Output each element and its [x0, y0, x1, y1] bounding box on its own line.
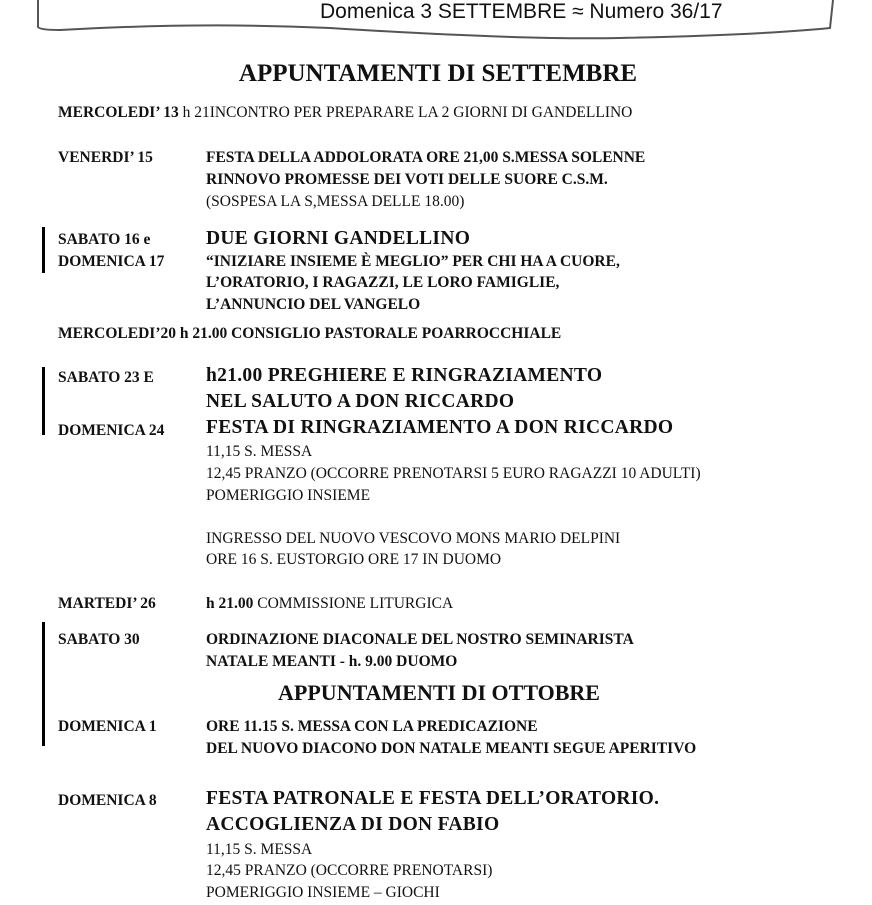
event-title: FESTA PATRONALE E FESTA DELL’ORATORIO.	[206, 788, 660, 809]
event-line: DEL NUOVO DIACONO DON NATALE MEANTI SEGUE APERITIVO	[206, 740, 697, 757]
event-line: (SOSPESA LA S,MESSA DELLE 18.00)	[206, 193, 465, 210]
event-line: POMERIGGIO INSIEME – GIOCHI	[206, 884, 440, 901]
event-line: h 21.00 COMMISSIONE LITURGICA	[206, 595, 454, 612]
event-date: SABATO 30	[58, 631, 140, 648]
event-title: NEL SALUTO A DON RICCARDO	[206, 391, 515, 412]
event-line: ORDINAZIONE DIACONALE DEL NOSTRO SEMINARISTA	[206, 631, 634, 648]
event-line: ORE 11.15 S. MESSA CON LA PREDICAZIONE	[206, 718, 538, 735]
section-bar	[42, 367, 45, 435]
event-date: MERCOLEDI’20 h 21.00 CONSIGLIO PASTORALE POARROCCHIALE	[58, 325, 562, 342]
section-bar	[42, 227, 45, 273]
event-line: 11,15 S. MESSA	[206, 443, 313, 460]
event-date: VENERDI’ 15	[58, 149, 153, 166]
event-title: FESTA DI RINGRAZIAMENTO A DON RICCARDO	[206, 417, 674, 438]
event-title: h21.00 PREGHIERE E RINGRAZIAMENTO	[206, 365, 603, 386]
event-date: MARTEDI’ 26	[58, 595, 156, 612]
event-line: FESTA DELLA ADDOLORATA ORE 21,00 S.MESSA SOLENNE	[206, 149, 646, 166]
event-line: 12,45 PRANZO (OCCORRE PRENOTARSI)	[206, 862, 493, 879]
event-line: POMERIGGIO INSIEME	[206, 487, 371, 504]
event-date: DOMENICA 8	[58, 792, 157, 809]
event-date: SABATO 23 E	[58, 369, 154, 386]
event-line: 12,45 PRANZO (OCCORRE PRENOTARSI 5 EURO RAGAZZI 10 ADULTI)	[206, 465, 701, 482]
event-line: INGRESSO DEL NUOVO VESCOVO MONS MARIO DELPINI	[206, 530, 621, 547]
event-line: “INIZIARE INSIEME È MEGLIO” PER CHI HA A CUORE,	[206, 253, 620, 270]
event-line: L’ORATORIO, I RAGAZZI, LE LORO FAMIGLIE,	[206, 274, 560, 291]
event-line: NATALE MEANTI - h. 9.00 DUOMO	[206, 653, 458, 670]
october-title: APPUNTAMENTI DI OTTOBRE	[278, 680, 600, 705]
event-title: DUE GIORNI GANDELLINO	[206, 228, 471, 249]
event-line: 11,15 S. MESSA	[206, 841, 313, 858]
issue-header: Domenica 3 SETTEMBRE ≈ Numero 36/17	[320, 0, 723, 23]
event-line: RINNOVO PROMESSE DEI VOTI DELLE SUORE C.S.M.	[206, 171, 608, 188]
event-line: L’ANNUNCIO DEL VANGELO	[206, 296, 421, 313]
event-date: MERCOLEDI’ 13 h 21INCONTRO PER PREPARARE LA 2 GIORNI DI GANDELLINO	[58, 104, 633, 121]
event-date: SABATO 16 e	[58, 231, 151, 248]
event-date: DOMENICA 1	[58, 718, 157, 735]
event-line: ORE 16 S. EUSTORGIO ORE 17 IN DUOMO	[206, 551, 502, 568]
event-date: DOMENICA 17	[58, 253, 165, 270]
september-title: APPUNTAMENTI DI SETTEMBRE	[238, 60, 638, 87]
event-date: DOMENICA 24	[58, 422, 165, 439]
event-title: ACCOGLIENZA DI DON FABIO	[206, 814, 500, 835]
